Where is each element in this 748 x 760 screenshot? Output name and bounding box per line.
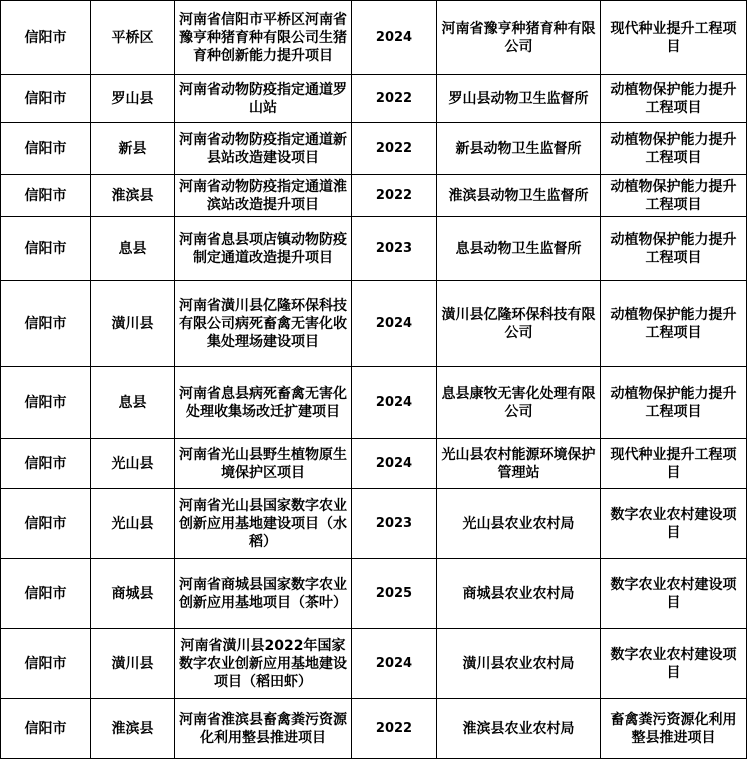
table-row <box>1 699 747 759</box>
year-cell: 2024 <box>352 629 437 699</box>
county-cell: 新县 <box>91 123 175 175</box>
city-cell: 信阳市 <box>1 559 91 629</box>
category-cell: 动植物保护能力提升工程项目 <box>601 281 747 367</box>
table-row <box>1 75 747 123</box>
category-cell: 动植物保护能力提升工程项目 <box>601 367 747 439</box>
year-cell: 2023 <box>352 217 437 281</box>
table-row <box>1 629 747 699</box>
county-cell: 潢川县 <box>91 281 175 367</box>
county-cell: 平桥区 <box>91 1 175 75</box>
project-cell: 河南省潢川县亿隆环保科技有限公司病死畜禽无害化收集处理场建设项目 <box>175 281 352 367</box>
city-cell: 信阳市 <box>1 75 91 123</box>
category-cell: 畜禽粪污资源化利用整县推进项目 <box>601 699 747 759</box>
project-cell: 河南省动物防疫指定通道罗山站 <box>175 75 352 123</box>
category-cell: 数字农业农村建设项目 <box>601 629 747 699</box>
year-cell: 2024 <box>352 439 437 489</box>
table-row <box>1 559 747 629</box>
table-row <box>1 217 747 281</box>
project-cell: 河南省潢川县2022年国家数字农业创新应用基地建设项目（稻田虾） <box>175 629 352 699</box>
unit-cell: 淮滨县农业农村局 <box>437 699 601 759</box>
unit-cell: 潢川县农业农村局 <box>437 629 601 699</box>
county-cell: 潢川县 <box>91 629 175 699</box>
project-cell: 河南省淮滨县畜禽粪污资源化利用整县推进项目 <box>175 699 352 759</box>
county-cell: 息县 <box>91 367 175 439</box>
table-row <box>1 1 747 75</box>
year-cell: 2025 <box>352 559 437 629</box>
unit-cell: 罗山县动物卫生监督所 <box>437 75 601 123</box>
table-row <box>1 123 747 175</box>
county-cell: 罗山县 <box>91 75 175 123</box>
unit-cell: 息县动物卫生监督所 <box>437 217 601 281</box>
table-row <box>1 281 747 367</box>
county-cell: 淮滨县 <box>91 699 175 759</box>
city-cell: 信阳市 <box>1 217 91 281</box>
table-row <box>1 175 747 217</box>
year-cell: 2022 <box>352 123 437 175</box>
unit-cell: 河南省豫亨种猪育种有限公司 <box>437 1 601 75</box>
category-cell: 动植物保护能力提升工程项目 <box>601 75 747 123</box>
year-cell: 2024 <box>352 1 437 75</box>
county-cell: 光山县 <box>91 489 175 559</box>
unit-cell: 光山县农业农村局 <box>437 489 601 559</box>
county-cell: 息县 <box>91 217 175 281</box>
unit-cell: 光山县农村能源环境保护管理站 <box>437 439 601 489</box>
unit-cell: 新县动物卫生监督所 <box>437 123 601 175</box>
category-cell: 数字农业农村建设项目 <box>601 489 747 559</box>
city-cell: 信阳市 <box>1 1 91 75</box>
year-cell: 2022 <box>352 75 437 123</box>
table-row <box>1 439 747 489</box>
category-cell: 现代种业提升工程项目 <box>601 439 747 489</box>
county-cell: 光山县 <box>91 439 175 489</box>
project-cell: 河南省商城县国家数字农业创新应用基地项目（茶叶） <box>175 559 352 629</box>
year-cell: 2024 <box>352 281 437 367</box>
year-cell: 2022 <box>352 699 437 759</box>
county-cell: 淮滨县 <box>91 175 175 217</box>
city-cell: 信阳市 <box>1 367 91 439</box>
table-row <box>1 367 747 439</box>
year-cell: 2022 <box>352 175 437 217</box>
city-cell: 信阳市 <box>1 281 91 367</box>
table-row <box>1 489 747 559</box>
project-cell: 河南省光山县国家数字农业创新应用基地建设项目（水稻） <box>175 489 352 559</box>
project-cell: 河南省息县病死畜禽无害化处理收集场改迁扩建项目 <box>175 367 352 439</box>
unit-cell: 息县康牧无害化处理有限公司 <box>437 367 601 439</box>
year-cell: 2024 <box>352 367 437 439</box>
category-cell: 现代种业提升工程项目 <box>601 1 747 75</box>
category-cell: 数字农业农村建设项目 <box>601 559 747 629</box>
project-cell: 河南省动物防疫指定通道淮滨站改造提升项目 <box>175 175 352 217</box>
unit-cell: 商城县农业农村局 <box>437 559 601 629</box>
city-cell: 信阳市 <box>1 629 91 699</box>
county-cell: 商城县 <box>91 559 175 629</box>
category-cell: 动植物保护能力提升工程项目 <box>601 123 747 175</box>
project-cell: 河南省息县项店镇动物防疫制定通道改造提升项目 <box>175 217 352 281</box>
city-cell: 信阳市 <box>1 439 91 489</box>
project-cell: 河南省动物防疫指定通道新县站改造建设项目 <box>175 123 352 175</box>
unit-cell: 淮滨县动物卫生监督所 <box>437 175 601 217</box>
year-cell: 2023 <box>352 489 437 559</box>
city-cell: 信阳市 <box>1 123 91 175</box>
city-cell: 信阳市 <box>1 489 91 559</box>
project-cell: 河南省信阳市平桥区河南省豫亨种猪育种有限公司生猪育种创新能力提升项目 <box>175 1 352 75</box>
city-cell: 信阳市 <box>1 699 91 759</box>
city-cell: 信阳市 <box>1 175 91 217</box>
category-cell: 动植物保护能力提升工程项目 <box>601 217 747 281</box>
unit-cell: 潢川县亿隆环保科技有限公司 <box>437 281 601 367</box>
project-cell: 河南省光山县野生植物原生境保护区项目 <box>175 439 352 489</box>
category-cell: 动植物保护能力提升工程项目 <box>601 175 747 217</box>
